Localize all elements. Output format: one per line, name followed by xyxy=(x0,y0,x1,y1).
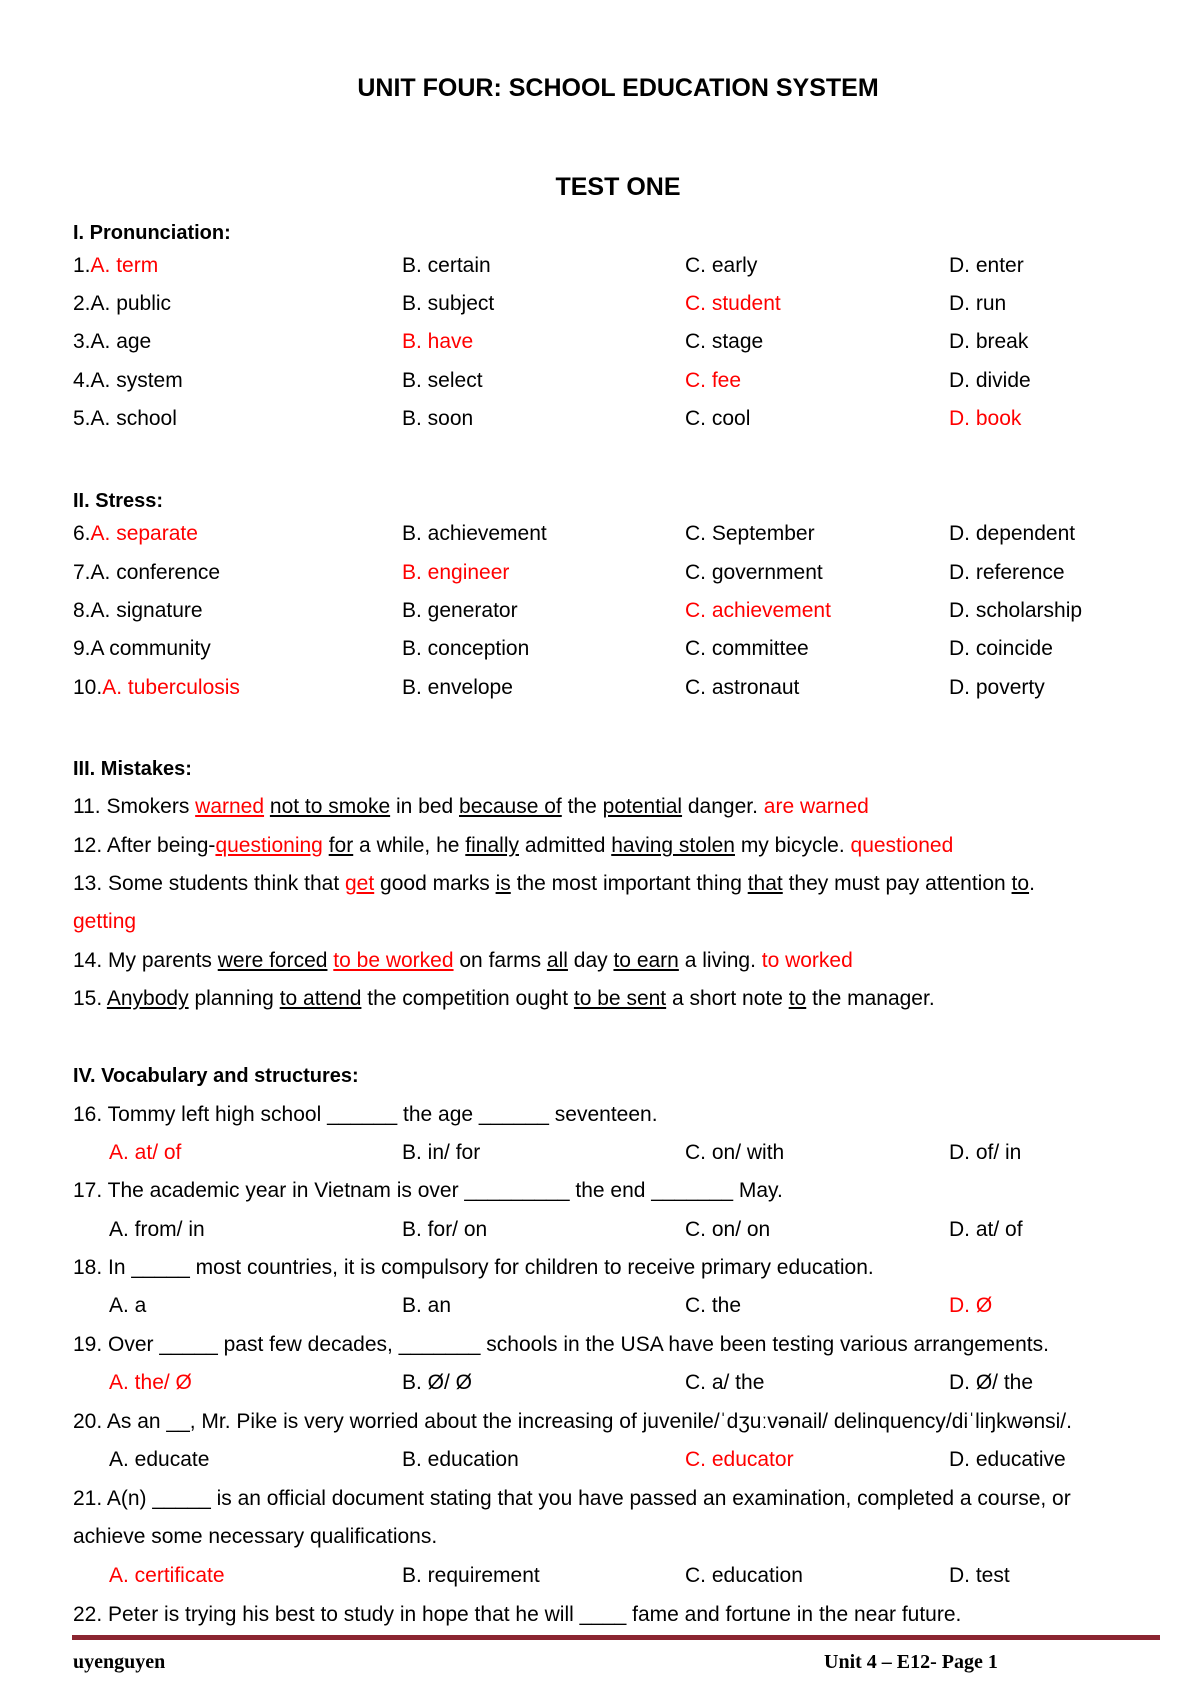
vocab-options xyxy=(73,1371,1153,1401)
question-11: 11. Smokers warned not to smoke in bed because of the potential danger. are warned xyxy=(73,795,869,818)
question-22: 22. Peter is trying his best to study in hope that he will ____ fame and fortune in the near future. xyxy=(73,1603,962,1626)
option-d: D. coincide xyxy=(949,637,1053,660)
pronunciation-question xyxy=(73,369,1153,399)
question-number: 7. xyxy=(73,561,91,584)
option-a: A. at/ of xyxy=(109,1141,182,1164)
section-vocab-heading: IV. Vocabulary and structures: xyxy=(73,1065,359,1087)
option-b: B. engineer xyxy=(402,561,510,584)
option-d: D. Ø xyxy=(949,1294,993,1317)
option-a: A. a xyxy=(109,1294,147,1317)
question-number: 6. xyxy=(73,522,91,545)
vocab-question-stem: 19. Over _____ past few decades, _______ schools in the USA have been testing various arrangements. xyxy=(73,1333,1049,1356)
footer-divider xyxy=(72,1635,1160,1640)
option-b: B. have xyxy=(402,330,474,353)
option-c: C. on/ on xyxy=(685,1218,771,1241)
option-b: B. for/ on xyxy=(402,1218,488,1241)
page-title: UNIT FOUR: SCHOOL EDUCATION SYSTEM xyxy=(357,74,879,102)
option-d: D. run xyxy=(949,292,1007,315)
option-d: D. at/ of xyxy=(949,1218,1023,1241)
option-text: A. age xyxy=(90,330,152,353)
option-b: B. achievement xyxy=(402,522,547,545)
question-12: 12. After being-questioning for a while, he finally admitted having stolen my bicycle. questioned xyxy=(73,834,954,857)
option-d: D. poverty xyxy=(949,676,1045,699)
option-a xyxy=(73,254,158,278)
answer-correction: questioned xyxy=(850,834,954,857)
stress-question xyxy=(73,599,1153,629)
question-number: 8. xyxy=(73,599,91,622)
option-d: D. educative xyxy=(949,1448,1066,1471)
answer-correction: are warned xyxy=(763,795,869,818)
option-c: C. early xyxy=(685,254,758,277)
footer-author: uyenguyen xyxy=(73,1651,166,1673)
option-text: A. tuberculosis xyxy=(102,676,240,699)
test-title: TEST ONE xyxy=(555,173,681,201)
vocab-question-stem: 17. The academic year in Vietnam is over _________ the end _______ May. xyxy=(73,1179,783,1202)
option-d: D. book xyxy=(949,407,1022,430)
option-c: C. education xyxy=(685,1564,803,1587)
vocab-options xyxy=(73,1294,1153,1324)
option-a xyxy=(73,637,211,661)
vocab-question-stem: 20. As an __, Mr. Pike is very worried about the increasing of juvenile/ˈdʒuːvənail/ delinquency/diˈliŋkwənsi/. xyxy=(73,1410,1072,1433)
option-b: B. an xyxy=(402,1294,452,1317)
question-number: 1. xyxy=(73,254,91,277)
option-a xyxy=(73,369,183,393)
option-c: C. fee xyxy=(685,369,742,392)
question-14: 14. My parents were forced to be worked on farms all day to earn a living. to worked xyxy=(73,949,853,972)
option-d: D. divide xyxy=(949,369,1031,392)
option-c: C. September xyxy=(685,522,815,545)
option-c: C. achievement xyxy=(685,599,831,622)
option-b: B. subject xyxy=(402,292,495,315)
option-d: D. break xyxy=(949,330,1029,353)
question-number: 5. xyxy=(73,407,91,430)
option-c: C. government xyxy=(685,561,823,584)
option-a: A. certificate xyxy=(109,1564,225,1587)
option-a xyxy=(73,599,203,623)
question-15: 15. Anybody planning to attend the competition ought to be sent a short note to the manager. xyxy=(73,987,935,1010)
option-c: C. student xyxy=(685,292,781,315)
option-a xyxy=(73,561,220,585)
option-a xyxy=(73,292,171,316)
option-c: C. astronaut xyxy=(685,676,800,699)
section-stress-heading: II. Stress: xyxy=(73,490,164,512)
question-number: 2. xyxy=(73,292,91,315)
option-text: A. public xyxy=(90,292,172,315)
option-c: C. cool xyxy=(685,407,751,430)
option-b: B. Ø/ Ø xyxy=(402,1371,473,1394)
option-text: A. separate xyxy=(90,522,198,545)
option-c: C. stage xyxy=(685,330,764,353)
question-13: 13. Some students think that get good marks is the most important thing that they must pay attention to. xyxy=(73,872,1035,895)
answer-correction-13: getting xyxy=(73,910,137,933)
option-text: A. term xyxy=(90,254,159,277)
option-b: B. envelope xyxy=(402,676,513,699)
pronunciation-question xyxy=(73,254,1153,284)
option-c: C. the xyxy=(685,1294,742,1317)
stress-question xyxy=(73,676,1153,706)
option-a xyxy=(73,676,240,700)
stress-question xyxy=(73,522,1153,552)
vocab-options xyxy=(73,1448,1153,1478)
section-pronunciation-heading: I. Pronunciation: xyxy=(73,222,231,244)
option-b: B. requirement xyxy=(402,1564,540,1587)
option-d: D. test xyxy=(949,1564,1010,1587)
vocab-question-stem: 21. A(n) _____ is an official document stating that you have passed an examination, completed a course, or xyxy=(73,1487,1071,1510)
vocab-options xyxy=(73,1218,1153,1248)
option-text: A. signature xyxy=(90,599,203,622)
option-a xyxy=(73,407,177,431)
option-d: D. Ø/ the xyxy=(949,1371,1034,1394)
footer-page-info: Unit 4 – E12- Page 1 xyxy=(824,1651,998,1673)
question-number: 10. xyxy=(73,676,103,699)
vocab-options xyxy=(73,1564,1153,1594)
option-d: D. reference xyxy=(949,561,1065,584)
option-b: B. in/ for xyxy=(402,1141,481,1164)
question-number: 3. xyxy=(73,330,91,353)
option-b: B. select xyxy=(402,369,483,392)
option-c: C. committee xyxy=(685,637,809,660)
stress-question xyxy=(73,637,1153,667)
vocab-question-stem: 18. In _____ most countries, it is compulsory for children to receive primary education. xyxy=(73,1256,874,1279)
option-text: A. school xyxy=(90,407,177,430)
option-c: C. a/ the xyxy=(685,1371,765,1394)
option-b: B. generator xyxy=(402,599,518,622)
question-number: 9. xyxy=(73,637,91,660)
vocab-question-stem-continued: achieve some necessary qualifications. xyxy=(73,1525,438,1548)
option-b: B. certain xyxy=(402,254,491,277)
option-a: A. educate xyxy=(109,1448,210,1471)
option-d: D. enter xyxy=(949,254,1024,277)
option-a: A. the/ Ø xyxy=(109,1371,192,1394)
option-d: D. of/ in xyxy=(949,1141,1022,1164)
option-a xyxy=(73,522,198,546)
option-a xyxy=(73,330,151,354)
option-text: A community xyxy=(90,637,211,660)
answer-correction: to worked xyxy=(761,949,853,972)
pronunciation-question xyxy=(73,292,1153,322)
option-d: D. dependent xyxy=(949,522,1076,545)
pronunciation-question xyxy=(73,407,1153,437)
option-c: C. educator xyxy=(685,1448,794,1471)
option-b: B. soon xyxy=(402,407,474,430)
section-mistakes-heading: III. Mistakes: xyxy=(73,758,192,780)
option-b: B. conception xyxy=(402,637,530,660)
stress-question xyxy=(73,561,1153,591)
option-text: A. system xyxy=(90,369,183,392)
pronunciation-question xyxy=(73,330,1153,360)
vocab-options xyxy=(73,1141,1153,1171)
option-b: B. education xyxy=(402,1448,519,1471)
vocab-question-stem: 16. Tommy left high school ______ the age ______ seventeen. xyxy=(73,1103,658,1126)
option-a: A. from/ in xyxy=(109,1218,205,1241)
option-c: C. on/ with xyxy=(685,1141,785,1164)
question-number: 4. xyxy=(73,369,91,392)
option-text: A. conference xyxy=(90,561,221,584)
option-d: D. scholarship xyxy=(949,599,1083,622)
